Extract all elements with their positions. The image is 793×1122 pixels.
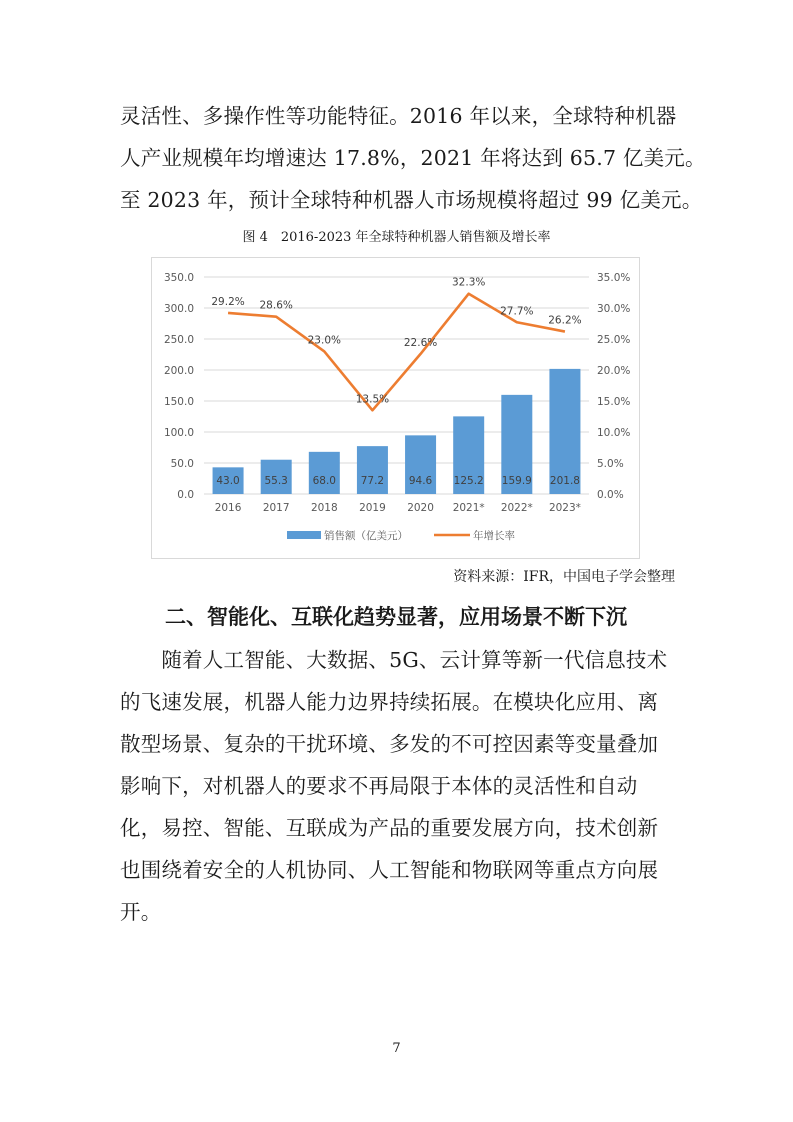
x-tick-label: 2020 [407, 502, 434, 514]
paragraph-line: 开。 [120, 900, 162, 924]
page-number: 7 [392, 1041, 401, 1056]
y-right-tick-label: 15.0% [597, 396, 631, 408]
x-tick-label: 2022* [500, 502, 533, 514]
y-right-tick-label: 0.0% [597, 489, 624, 501]
x-tick-label: 2019 [359, 502, 386, 514]
paragraph-line: 至 2023 年，预计全球特种机器人市场规模将超过 99 亿美元。 [120, 188, 703, 212]
bar [309, 452, 340, 494]
y-left-tick-label: 50.0 [170, 458, 194, 470]
bar-value-label: 125.2 [453, 475, 484, 487]
paragraph-line: 的飞速发展，机器人能力边界持续拓展。在模块化应用、离 [120, 690, 659, 714]
paragraph-line: 也围绕着安全的人机协同、人工智能和物联网等重点方向展 [120, 858, 659, 882]
section-heading: 二、智能化、互联化趋势显著，应用场景不断下沉 [165, 605, 627, 629]
x-tick-label: 2016 [214, 502, 242, 514]
y-right-tick-label: 30.0% [597, 303, 631, 315]
bar-value-label: 43.0 [216, 475, 240, 487]
paragraph-line: 随着人工智能、大数据、5G、云计算等新一代信息技术 [120, 648, 668, 672]
x-tick-label: 2017 [262, 502, 290, 514]
legend-swatch-bar [287, 531, 321, 539]
bar-value-label: 94.6 [408, 475, 433, 487]
bar-value-label: 201.8 [549, 475, 580, 487]
legend-label-line: 年增长率 [473, 530, 515, 542]
line-value-label: 29.2% [211, 295, 245, 308]
x-tick-label: 2023* [548, 502, 581, 514]
y-left-tick-label: 250.0 [163, 334, 194, 346]
y-right-tick-label: 20.0% [597, 365, 631, 377]
x-tick-label: 2018 [310, 502, 338, 514]
bar-value-label: 68.0 [312, 475, 337, 487]
line-value-label: 32.3% [452, 276, 486, 289]
line-value-label: 28.6% [259, 299, 293, 312]
bar-value-label: 159.9 [501, 475, 532, 487]
line-value-label: 23.0% [307, 334, 341, 347]
y-right-tick-label: 25.0% [597, 334, 631, 346]
y-left-tick-label: 0.0 [177, 489, 194, 501]
figure-source: 资料来源：IFR，中国电子学会整理 [453, 569, 675, 585]
line-value-label: 13.5% [355, 393, 390, 406]
paragraph-line: 人产业规模年均增速达 17.8%，2021 年将达到 65.7 亿美元。 [120, 146, 706, 170]
line-value-label: 27.7% [500, 305, 534, 318]
line-value-label: 26.2% [548, 314, 582, 327]
y-right-tick-label: 5.0% [597, 458, 624, 470]
y-left-tick-label: 300.0 [163, 303, 194, 315]
y-left-tick-label: 200.0 [163, 365, 194, 377]
paragraph-line: 灵活性、多操作性等功能特征。2016 年以来，全球特种机器 [120, 104, 677, 128]
paragraph-line: 影响下，对机器人的要求不再局限于本体的灵活性和自动 [120, 774, 638, 798]
line-value-label: 22.6% [403, 336, 438, 349]
chart-frame [151, 257, 640, 559]
y-right-tick-label: 10.0% [597, 427, 631, 439]
bar-value-label: 55.3 [264, 475, 288, 487]
paragraph-line: 散型场景、复杂的干扰环境、多发的不可控因素等变量叠加 [120, 732, 659, 756]
y-left-tick-label: 100.0 [163, 427, 194, 439]
x-tick-label: 2021* [452, 502, 485, 514]
combo-chart [152, 258, 639, 558]
y-right-tick-label: 35.0% [597, 272, 631, 284]
y-left-tick-label: 150.0 [163, 396, 194, 408]
figure-caption: 图 4 2016-2023 年全球特种机器人销售额及增长率 [242, 230, 551, 245]
bar-value-label: 77.2 [360, 475, 385, 487]
legend-label-bar: 销售额（亿美元） [324, 530, 408, 542]
paragraph-line: 化，易控、智能、互联成为产品的重要发展方向，技术创新 [120, 816, 659, 840]
y-left-tick-label: 350.0 [163, 272, 194, 284]
